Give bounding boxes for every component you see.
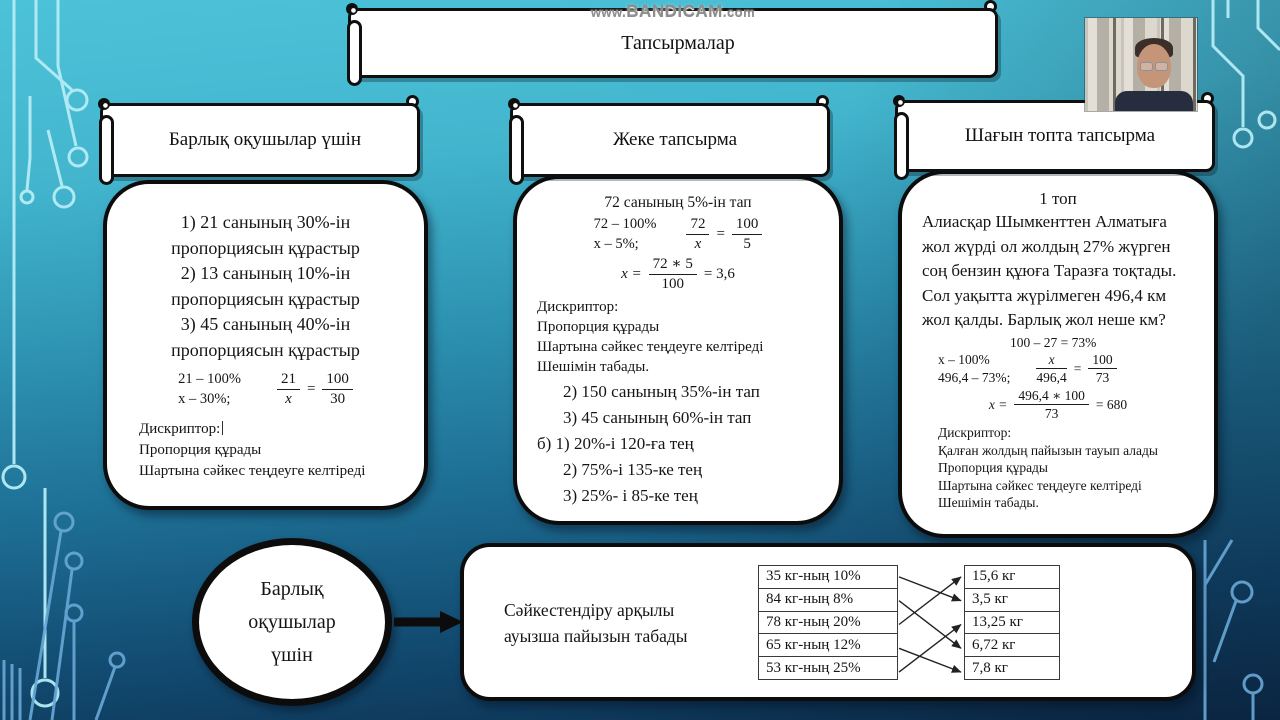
descriptor-line: Шартына сәйкес теңдеуге келтіреді xyxy=(537,338,764,355)
right-descriptor xyxy=(938,424,1194,512)
proportion-equation xyxy=(1036,352,1116,385)
fraction-numerator: 21 xyxy=(277,371,300,390)
bandicam-watermark xyxy=(348,2,998,22)
match-left-cell: 35 кг-ның 10% xyxy=(758,565,898,589)
equals-sign: = xyxy=(1073,360,1082,376)
task-line: пропорциясын құрастыр xyxy=(171,237,360,258)
ellipse-line: үшін xyxy=(271,643,313,666)
fraction-numerator: 496,4 ∗ 100 xyxy=(1014,388,1089,405)
fraction-denominator: x xyxy=(694,236,702,253)
solution-lhs: x = xyxy=(988,396,1008,412)
ellipse-line: оқушылар xyxy=(248,610,336,633)
left-descriptor xyxy=(139,419,410,482)
fraction-numerator: 100 xyxy=(322,371,353,390)
equals-sign: = xyxy=(716,226,725,243)
header-left-banner xyxy=(100,103,420,177)
descriptor-line: Пропорция құрады xyxy=(139,442,262,459)
proportion-equation xyxy=(277,371,353,408)
middle-solution xyxy=(537,256,819,293)
proportion-pair xyxy=(938,351,1010,387)
glasses-lens xyxy=(1140,62,1153,71)
proportion-line: 21 – 100% xyxy=(178,371,241,387)
match-left-cell: 53 кг-ның 25% xyxy=(758,656,898,680)
group-label: 1 топ xyxy=(1039,189,1077,208)
task-line: 2) 75%-і 135-ке тең xyxy=(563,459,703,479)
fraction-numerator: 72 ∗ 5 xyxy=(649,256,697,275)
fraction-numerator: 72 xyxy=(686,216,709,235)
descriptor-text: Дискриптор: xyxy=(139,421,221,438)
fraction xyxy=(1014,388,1089,421)
match-left-cell: 84 кг-ның 8% xyxy=(758,588,898,612)
match-right-cell: 13,25 кг xyxy=(964,611,1060,635)
header-right-title: Шағын топта тапсырма xyxy=(964,125,1156,146)
descriptor-line: Дискриптор: xyxy=(537,298,619,315)
matching-right-column xyxy=(964,565,1060,680)
header-middle-banner xyxy=(510,103,830,177)
task-line: 3) 45 санының 60%-ін тап xyxy=(563,407,752,427)
calc-line: 100 – 27 = 73% xyxy=(1010,334,1097,350)
proportion-row xyxy=(121,370,410,409)
solution-lhs: x = xyxy=(621,265,642,282)
fraction-denominator: 100 xyxy=(661,275,685,292)
watermark-brand: BANDICAM xyxy=(626,2,723,21)
person-face xyxy=(1137,44,1171,88)
caption-line: ауызша пайызын табады xyxy=(504,626,688,646)
descriptor-line: Шартына сәйкес теңдеуге келтіреді xyxy=(139,463,366,480)
matching-caption xyxy=(504,597,688,649)
middle-task-title: 72 санының 5%-ін тап xyxy=(604,194,752,211)
descriptor-line: Пропорция құрады xyxy=(537,318,660,335)
equals-sign: = xyxy=(306,381,316,398)
proportion-line: x – 30%; xyxy=(178,390,231,407)
match-left-cell: 78 кг-ның 20% xyxy=(758,611,898,635)
fraction-numerator: x xyxy=(1036,352,1066,369)
proportion-line: x – 5%; xyxy=(593,235,639,252)
fraction-denominator: 496,4 xyxy=(1036,370,1067,386)
header-left-title: Барлық оқушылар үшін xyxy=(168,129,362,150)
fraction-denominator: 73 xyxy=(1044,406,1059,422)
match-arrows xyxy=(898,565,966,686)
proportion-pair xyxy=(178,370,241,409)
fraction-denominator: 73 xyxy=(1095,370,1110,386)
task-line: 1) 21 санының 30%-ін xyxy=(180,212,351,232)
proportion-row xyxy=(537,215,819,254)
proportion-line: x – 100% xyxy=(938,351,990,367)
person-glasses xyxy=(1140,62,1168,71)
task-line: 2) 13 санының 10%-ін xyxy=(180,263,351,283)
descriptor-line: Шешімін табады. xyxy=(938,495,1039,511)
solution-rhs: = 680 xyxy=(1095,396,1128,412)
fraction-denominator: 30 xyxy=(330,391,346,408)
middle-descriptor xyxy=(537,297,819,377)
connector-arrow xyxy=(392,610,464,634)
matching-left-column xyxy=(758,565,898,680)
match-right-cell: 6,72 кг xyxy=(964,633,1060,657)
left-task-list xyxy=(121,210,410,363)
fraction-numerator: 100 xyxy=(732,216,763,235)
left-task-box xyxy=(103,180,428,510)
match-right-cell: 15,6 кг xyxy=(964,565,1060,589)
caption-line: Сәйкестендіру арқылы xyxy=(504,600,675,620)
panel-seam xyxy=(1193,18,1196,111)
task-line: 3) 25%- і 85-ке тең xyxy=(563,485,698,505)
fraction-denominator: x xyxy=(285,391,292,408)
match-right-cell: 7,8 кг xyxy=(964,656,1060,680)
watermark-prefix: www. xyxy=(590,5,627,20)
fraction xyxy=(1088,352,1116,385)
ellipse-line: Барлық xyxy=(260,577,324,600)
fraction xyxy=(649,256,697,293)
task-line: 2) 150 санының 35%-ін тап xyxy=(563,381,760,401)
proportion-equation xyxy=(686,216,762,253)
middle-task-box xyxy=(513,175,843,525)
proportion-pair xyxy=(594,215,657,254)
fraction xyxy=(1036,352,1066,385)
descriptor-line: Пропорция құрады xyxy=(938,460,1048,476)
proportion-line: 72 – 100% xyxy=(593,216,657,232)
proportion-line: 496,4 – 73%; xyxy=(938,369,1011,385)
match-right-cell: 3,5 кг xyxy=(964,588,1060,612)
watermark-suffix: .com xyxy=(722,5,756,20)
match-left-cell: 65 кг-ның 12% xyxy=(758,633,898,657)
page-title: Тапсырмалар xyxy=(621,31,735,54)
task-line: пропорциясын құрастыр xyxy=(171,339,360,360)
descriptor-line xyxy=(139,419,410,440)
fraction xyxy=(732,216,763,253)
right-solution xyxy=(922,388,1194,421)
all-students-ellipse xyxy=(192,538,392,706)
fraction-numerator: 100 xyxy=(1088,352,1116,369)
solution-rhs: = 3,6 xyxy=(703,265,735,282)
fraction-denominator: 5 xyxy=(743,236,751,253)
fraction xyxy=(322,371,353,408)
proportion-row xyxy=(938,351,1194,387)
right-task-box xyxy=(898,170,1218,538)
webcam-overlay xyxy=(1085,18,1197,111)
problem-text: Алиасқар Шымкенттен Алматыға жол жүрді ол жолдың 27% жүрген соң бензин құюға Таразға тоқтады. Сол уақытта жүрілмеген 496,4 км жол қалды. Барлық жол неше км? xyxy=(922,212,1177,329)
descriptor-line: Дискриптор: xyxy=(938,425,1012,441)
task-line: 3) 45 санының 40%-ін xyxy=(180,314,351,334)
descriptor-line: Шартына сәйкес теңдеуге келтіреді xyxy=(938,477,1142,493)
header-middle-title: Жеке тапсырма xyxy=(612,129,738,150)
fraction xyxy=(686,216,709,253)
middle-extra-tasks xyxy=(537,379,819,509)
fraction xyxy=(277,371,300,408)
text-cursor xyxy=(222,421,223,435)
matching-box xyxy=(460,543,1196,701)
glasses-lens xyxy=(1155,62,1168,71)
descriptor-line: Қалған жолдың пайызын тауып алады xyxy=(938,442,1158,458)
person-shoulders xyxy=(1115,91,1193,111)
descriptor-line: Шешімін табады. xyxy=(537,358,650,375)
task-line: пропорциясын құрастыр xyxy=(171,288,360,309)
task-line: б) 1) 20%-і 120-ға тең xyxy=(537,433,694,453)
